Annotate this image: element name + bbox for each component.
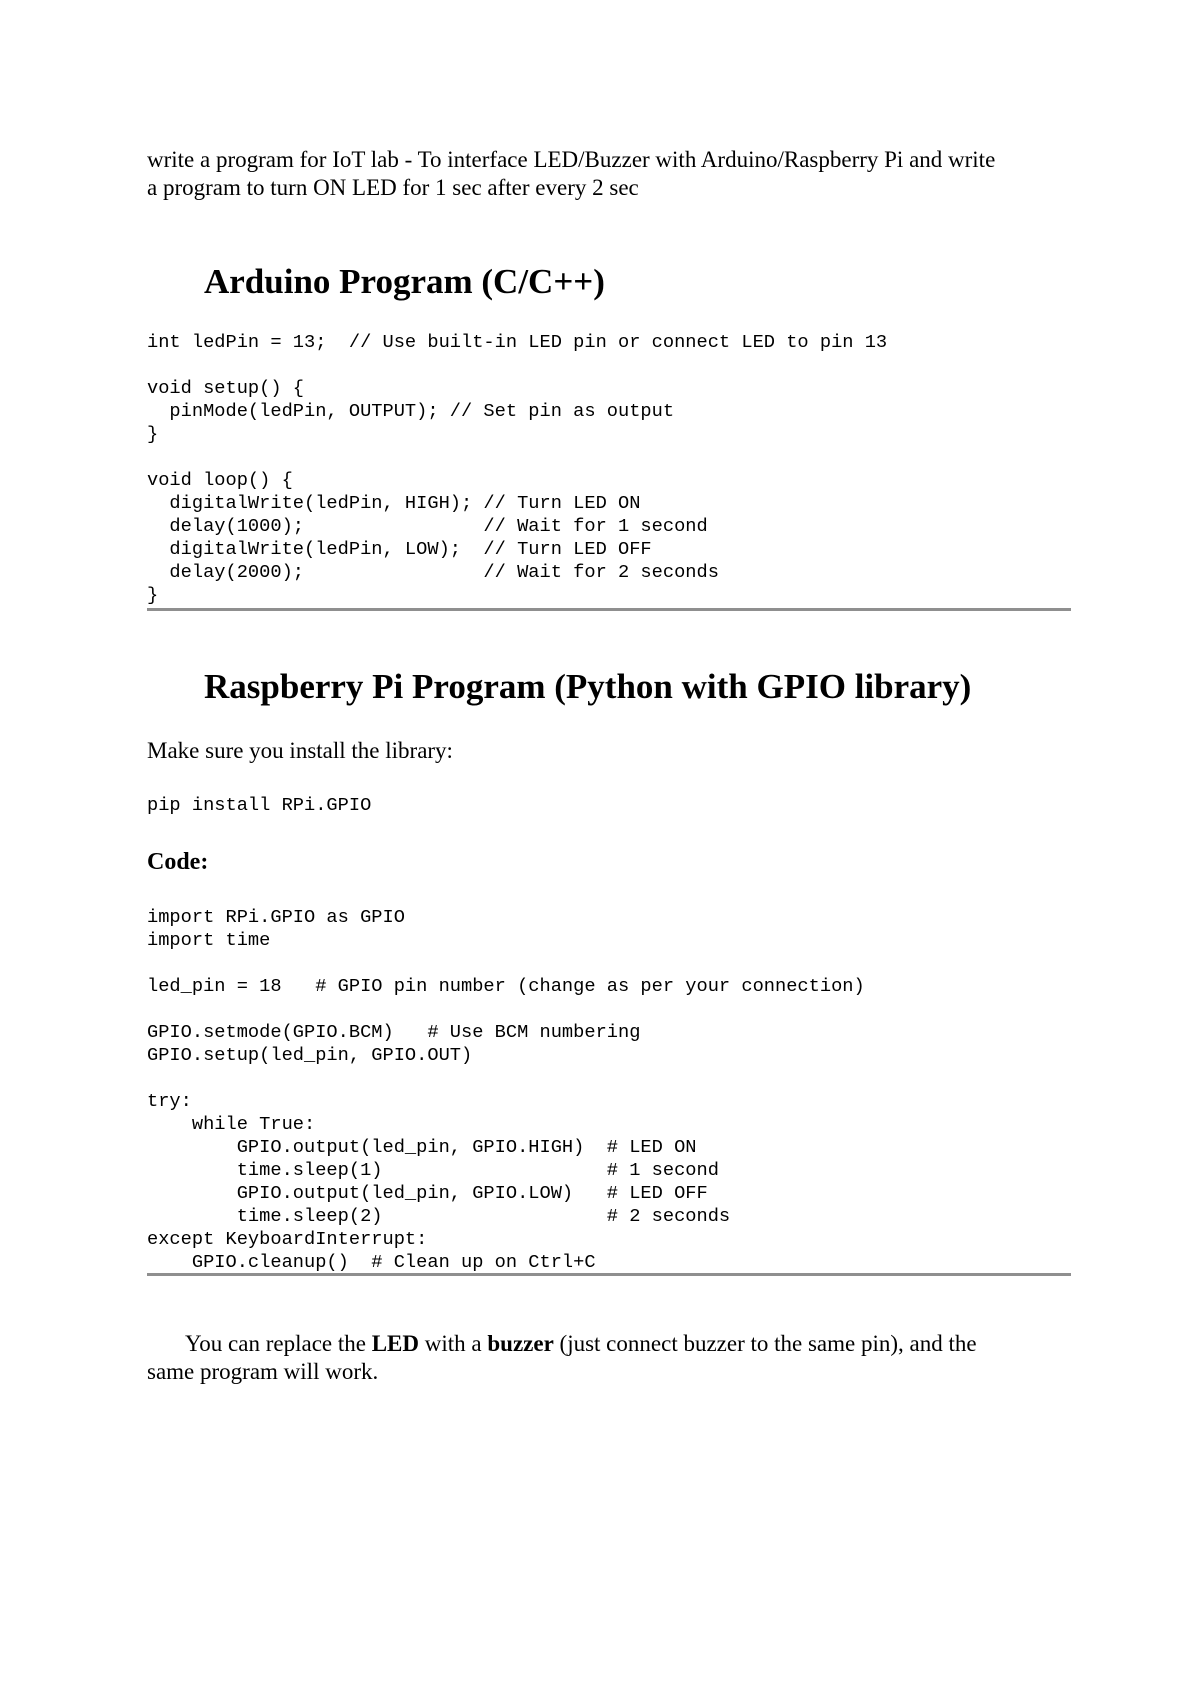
horizontal-rule xyxy=(147,608,1071,611)
closing-text-1: You can replace the xyxy=(185,1331,372,1356)
closing-bold-led: LED xyxy=(371,1331,420,1356)
horizontal-rule xyxy=(147,1273,1071,1276)
install-command: pip install RPi.GPIO xyxy=(147,794,372,816)
code-subheading: Code: xyxy=(147,849,209,875)
intro-paragraph xyxy=(147,146,1067,202)
closing-text-2: with a xyxy=(419,1331,488,1356)
arduino-heading: Arduino Program (C/C++) xyxy=(204,262,605,301)
closing-paragraph xyxy=(147,1330,1067,1386)
raspberry-pi-heading: Raspberry Pi Program (Python with GPIO library) xyxy=(204,667,972,706)
intro-line-1: write a program for IoT lab - To interface LED/Buzzer with Arduino/Raspberry Pi and write xyxy=(147,147,996,172)
closing-bold-buzzer: buzzer xyxy=(487,1331,554,1356)
closing-text-3: (just connect buzzer to the same pin), and the xyxy=(553,1331,977,1356)
closing-line-2: same program will work. xyxy=(147,1359,379,1384)
intro-line-2: a program to turn ON LED for 1 sec after every 2 sec xyxy=(147,175,639,200)
arduino-code-block: int ledPin = 13; // Use built-in LED pin or connect LED to pin 13 void setup() { pinMode(ledPin, OUTPUT); // Set pin as output } void loop() { digitalWrite(ledPin, HIGH); // Turn LED ON delay(1000); // Wait for 1 second digitalWrite(ledPin, LOW); // Turn LED OFF delay(2000); // Wait for 2 seconds } xyxy=(147,331,888,606)
closing-line-1 xyxy=(147,1330,1067,1358)
python-code-block: import RPi.GPIO as GPIO import time led_pin = 18 # GPIO pin number (change as per your connection) GPIO.setmode(GPIO.BCM) # Use BCM numbering GPIO.setup(led_pin, GPIO.OUT) try: while True: GPIO.output(led_pin, GPIO.HIGH) # LED ON time.sleep(1) # 1 second GPIO.output(led_pin, GPIO.LOW) # LED OFF time.sleep(2) # 2 seconds except KeyboardInterrupt: GPIO.cleanup() # Clean up on Ctrl+C xyxy=(147,906,865,1273)
install-instruction: Make sure you install the library: xyxy=(147,738,453,763)
